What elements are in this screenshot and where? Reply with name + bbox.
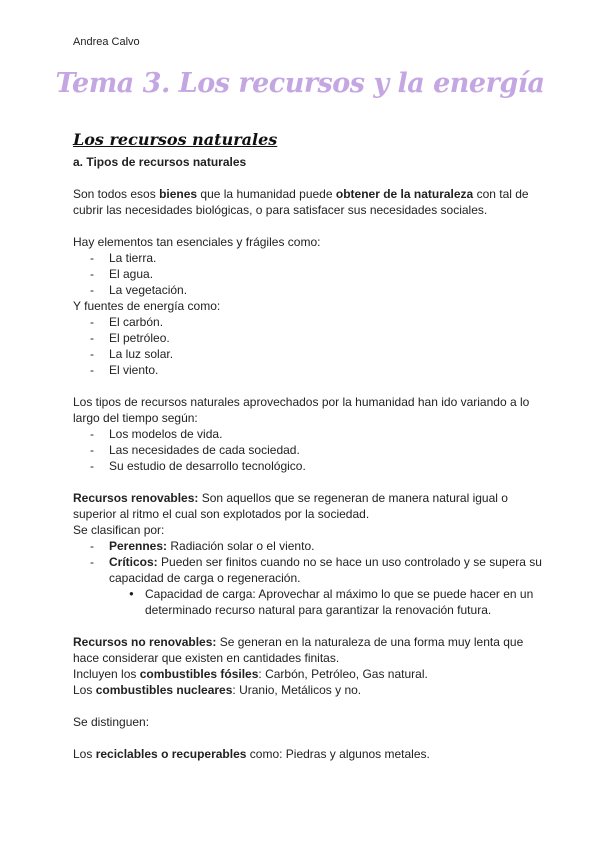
- energy-lead: Y fuentes de energía como:: [73, 299, 221, 313]
- list-item-carga: ● Capacidad de carga: Aprovechar al máximo lo que se puede hacer en un determinado recurso natural para garantizar la renovación futura.: [73, 586, 543, 618]
- list-item: - La vegetación.: [73, 282, 543, 298]
- list-item: - El petróleo.: [73, 330, 543, 346]
- elements-list: [73, 250, 543, 298]
- renewable-paragraph: Recursos renovables: Son aquellos que se regeneran de manera natural igual o superior al ritmo el cual son explotados por la sociedad.: [73, 491, 508, 521]
- document-title: Tema 3. Los recursos y la energía: [55, 68, 545, 99]
- fossil-line: Incluyen los combustibles fósiles: Carbón, Petróleo, Gas natural.: [73, 667, 428, 681]
- classify-lead: Se clasifican por:: [73, 523, 165, 537]
- energy-list: [73, 314, 543, 378]
- carga-list: [73, 586, 543, 618]
- list-item: - El carbón.: [73, 314, 543, 330]
- list-item: - Las necesidades de cada sociedad.: [73, 442, 543, 458]
- list-item-criticos: - Críticos: Pueden ser finitos cuando no se hace un uso controlado y se supera su capacidad de carga o regeneración.: [73, 554, 543, 586]
- nuclear-line: Los combustibles nucleares: Uranio, Metálicos y no.: [73, 683, 362, 697]
- list-item-perennes: - Perennes: Radiación solar o el viento.: [73, 538, 543, 554]
- types-lead: Los tipos de recursos naturales aprovechados por la humanidad han ido variando a lo largo del tiempo según:: [73, 395, 530, 425]
- list-item: - Los modelos de vida.: [73, 426, 543, 442]
- types-list: [73, 426, 543, 474]
- intro-paragraph: Son todos esos bienes que la humanidad puede obtener de la naturaleza con tal de cubrir las necesidades biológicas, o para satisfacer sus necesidades sociales.: [73, 187, 529, 217]
- list-item: - La luz solar.: [73, 346, 543, 362]
- section-title: Los recursos naturales: [73, 130, 278, 149]
- author-name: Andrea Calvo: [73, 36, 140, 48]
- list-item: - El viento.: [73, 362, 543, 378]
- distinguish-line: Se distinguen:: [73, 715, 150, 729]
- elements-lead: Hay elementos tan esenciales y frágiles como:: [73, 235, 321, 249]
- nonrenewable-paragraph: Recursos no renovables: Se generan en la naturaleza de una forma muy lenta que hace considerar que existen en cantidades finitas.: [73, 635, 524, 665]
- list-item: - El agua.: [73, 266, 543, 282]
- section-subtitle: a. Tipos de recursos naturales: [73, 155, 247, 169]
- recyclable-line: Los reciclables o recuperables como: Piedras y algunos metales.: [73, 747, 430, 761]
- document-body: [73, 130, 543, 762]
- list-item: - Su estudio de desarrollo tecnológico.: [73, 458, 543, 474]
- list-item: - La tierra.: [73, 250, 543, 266]
- classify-list: [73, 538, 543, 586]
